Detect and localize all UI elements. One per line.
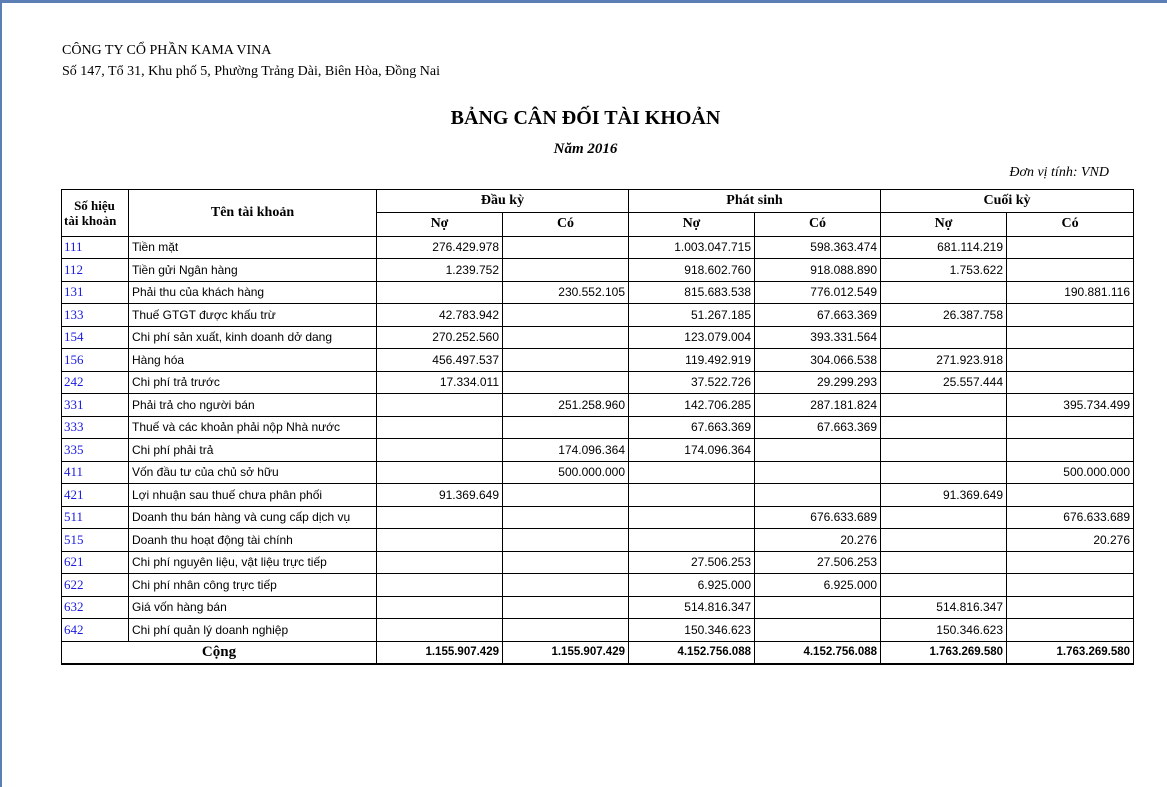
opening-debit-cell <box>377 574 503 597</box>
movement-debit-cell: 27.506.253 <box>629 551 755 574</box>
closing-credit-cell <box>1007 439 1134 462</box>
opening-credit-cell <box>503 304 629 327</box>
closing-debit-cell <box>881 506 1007 529</box>
opening-debit-cell <box>377 439 503 462</box>
company-address: Số 147, Tổ 31, Khu phố 5, Phường Trảng Dài, Biên Hòa, Đồng Nai <box>62 64 440 79</box>
account-name: Hàng hóa <box>129 349 377 372</box>
table-row <box>62 484 1134 507</box>
currency-unit: Đơn vị tính: VND <box>1009 165 1109 180</box>
closing-debit-cell <box>881 461 1007 484</box>
account-code[interactable]: 421 <box>62 484 129 507</box>
opening-credit-cell <box>503 349 629 372</box>
header-movement-credit: Có <box>755 212 881 236</box>
movement-credit-cell <box>755 619 881 642</box>
account-name: Lợi nhuận sau thuế chưa phân phối <box>129 484 377 507</box>
account-code[interactable]: 133 <box>62 304 129 327</box>
closing-credit-cell: 395.734.499 <box>1007 394 1134 417</box>
closing-debit-cell <box>881 326 1007 349</box>
account-code[interactable]: 621 <box>62 551 129 574</box>
table-row <box>62 371 1134 394</box>
closing-debit-cell <box>881 281 1007 304</box>
header-closing: Cuối kỳ <box>881 190 1134 213</box>
header-movement-debit: Nợ <box>629 212 755 236</box>
opening-debit-cell <box>377 529 503 552</box>
closing-credit-cell <box>1007 574 1134 597</box>
opening-credit-cell <box>503 574 629 597</box>
movement-credit-cell: 287.181.824 <box>755 394 881 417</box>
movement-credit-cell: 776.012.549 <box>755 281 881 304</box>
total-label: Cộng <box>62 641 377 664</box>
opening-credit-cell <box>503 596 629 619</box>
company-name: CÔNG TY CỔ PHẦN KAMA VINA <box>62 43 272 58</box>
header-closing-debit: Nợ <box>881 212 1007 236</box>
header-opening-debit: Nợ <box>377 212 503 236</box>
opening-debit-cell <box>377 619 503 642</box>
opening-debit-cell: 17.334.011 <box>377 371 503 394</box>
opening-credit-cell <box>503 484 629 507</box>
movement-debit-cell: 1.003.047.715 <box>629 236 755 259</box>
movement-credit-cell <box>755 439 881 462</box>
opening-debit-cell: 42.783.942 <box>377 304 503 327</box>
closing-debit-cell <box>881 394 1007 417</box>
table-row <box>62 551 1134 574</box>
account-name: Thuế và các khoản phải nộp Nhà nước <box>129 416 377 439</box>
opening-credit-cell: 174.096.364 <box>503 439 629 462</box>
movement-debit-cell <box>629 461 755 484</box>
account-name: Chi phí nguyên liệu, vật liệu trực tiếp <box>129 551 377 574</box>
account-name: Chi phí phải trả <box>129 439 377 462</box>
movement-credit-cell: 304.066.538 <box>755 349 881 372</box>
closing-credit-cell <box>1007 236 1134 259</box>
header-closing-credit: Có <box>1007 212 1134 236</box>
movement-debit-cell: 150.346.623 <box>629 619 755 642</box>
account-code[interactable]: 331 <box>62 394 129 417</box>
movement-credit-cell: 29.299.293 <box>755 371 881 394</box>
opening-debit-cell <box>377 394 503 417</box>
movement-debit-cell: 51.267.185 <box>629 304 755 327</box>
account-name: Chi phí trả trước <box>129 371 377 394</box>
closing-debit-cell <box>881 574 1007 597</box>
opening-credit-cell: 230.552.105 <box>503 281 629 304</box>
total-closing-credit: 1.763.269.580 <box>1007 641 1134 664</box>
trial-balance-table <box>61 189 1134 665</box>
closing-credit-cell: 20.276 <box>1007 529 1134 552</box>
closing-credit-cell <box>1007 326 1134 349</box>
table-row <box>62 236 1134 259</box>
account-name: Chi phí nhân công trực tiếp <box>129 574 377 597</box>
account-code[interactable]: 111 <box>62 236 129 259</box>
account-code[interactable]: 411 <box>62 461 129 484</box>
table-row <box>62 349 1134 372</box>
movement-debit-cell <box>629 484 755 507</box>
header-opening: Đầu kỳ <box>377 190 629 213</box>
table-row <box>62 394 1134 417</box>
closing-debit-cell: 91.369.649 <box>881 484 1007 507</box>
closing-debit-cell <box>881 439 1007 462</box>
closing-credit-cell <box>1007 371 1134 394</box>
account-code[interactable]: 131 <box>62 281 129 304</box>
opening-debit-cell: 276.429.978 <box>377 236 503 259</box>
movement-debit-cell: 119.492.919 <box>629 349 755 372</box>
movement-credit-cell: 598.363.474 <box>755 236 881 259</box>
account-name: Chi phí quản lý doanh nghiệp <box>129 619 377 642</box>
movement-credit-cell: 6.925.000 <box>755 574 881 597</box>
opening-debit-cell: 1.239.752 <box>377 259 503 282</box>
account-code[interactable]: 242 <box>62 371 129 394</box>
table-row <box>62 461 1134 484</box>
closing-debit-cell <box>881 551 1007 574</box>
opening-debit-cell <box>377 596 503 619</box>
closing-credit-cell: 500.000.000 <box>1007 461 1134 484</box>
header-code-line2: tài khoản <box>64 212 117 228</box>
account-name: Tiền gửi Ngân hàng <box>129 259 377 282</box>
opening-debit-cell: 91.369.649 <box>377 484 503 507</box>
table-row <box>62 574 1134 597</box>
account-code[interactable]: 632 <box>62 596 129 619</box>
account-code[interactable]: 333 <box>62 416 129 439</box>
table-row <box>62 416 1134 439</box>
account-name: Doanh thu bán hàng và cung cấp dịch vụ <box>129 506 377 529</box>
table-row <box>62 439 1134 462</box>
account-name: Vốn đầu tư của chủ sở hữu <box>129 461 377 484</box>
movement-debit-cell: 123.079.004 <box>629 326 755 349</box>
movement-credit-cell: 67.663.369 <box>755 416 881 439</box>
account-name: Giá vốn hàng bán <box>129 596 377 619</box>
opening-credit-cell <box>503 371 629 394</box>
movement-credit-cell <box>755 484 881 507</box>
closing-debit-cell: 514.816.347 <box>881 596 1007 619</box>
table-row <box>62 304 1134 327</box>
account-code[interactable]: 335 <box>62 439 129 462</box>
closing-credit-cell: 676.633.689 <box>1007 506 1134 529</box>
header-movement: Phát sinh <box>629 190 881 213</box>
opening-credit-cell <box>503 529 629 552</box>
table-row <box>62 529 1134 552</box>
table-row <box>62 281 1134 304</box>
movement-debit-cell: 6.925.000 <box>629 574 755 597</box>
account-code[interactable]: 642 <box>62 619 129 642</box>
report-title: BẢNG CÂN ĐỐI TÀI KHOẢN <box>450 107 721 129</box>
movement-debit-cell: 815.683.538 <box>629 281 755 304</box>
movement-credit-cell: 393.331.564 <box>755 326 881 349</box>
closing-credit-cell <box>1007 416 1134 439</box>
account-code[interactable]: 154 <box>62 326 129 349</box>
movement-debit-cell: 174.096.364 <box>629 439 755 462</box>
header-code-line1: Số hiệu <box>74 197 115 213</box>
opening-credit-cell <box>503 326 629 349</box>
account-name: Phải trả cho người bán <box>129 394 377 417</box>
table-row <box>62 506 1134 529</box>
closing-credit-cell <box>1007 259 1134 282</box>
movement-credit-cell: 676.633.689 <box>755 506 881 529</box>
closing-debit-cell: 26.387.758 <box>881 304 1007 327</box>
opening-debit-cell <box>377 281 503 304</box>
header-account-code <box>62 190 129 237</box>
table-row <box>62 619 1134 642</box>
movement-credit-cell <box>755 461 881 484</box>
movement-debit-cell: 514.816.347 <box>629 596 755 619</box>
table-row <box>62 596 1134 619</box>
closing-debit-cell: 271.923.918 <box>881 349 1007 372</box>
movement-debit-cell <box>629 506 755 529</box>
closing-credit-cell <box>1007 304 1134 327</box>
account-name: Phải thu của khách hàng <box>129 281 377 304</box>
opening-credit-cell <box>503 619 629 642</box>
account-code[interactable]: 515 <box>62 529 129 552</box>
opening-credit-cell <box>503 236 629 259</box>
closing-debit-cell: 1.753.622 <box>881 259 1007 282</box>
report-year: Năm 2016 <box>553 141 618 157</box>
opening-credit-cell: 251.258.960 <box>503 394 629 417</box>
opening-debit-cell <box>377 506 503 529</box>
opening-credit-cell <box>503 551 629 574</box>
movement-credit-cell: 20.276 <box>755 529 881 552</box>
table-row <box>62 326 1134 349</box>
header-opening-credit: Có <box>503 212 629 236</box>
opening-credit-cell <box>503 259 629 282</box>
closing-debit-cell: 681.114.219 <box>881 236 1007 259</box>
opening-credit-cell <box>503 416 629 439</box>
closing-debit-cell <box>881 416 1007 439</box>
closing-credit-cell <box>1007 596 1134 619</box>
opening-credit-cell <box>503 506 629 529</box>
movement-credit-cell: 67.663.369 <box>755 304 881 327</box>
total-opening-debit: 1.155.907.429 <box>377 641 503 664</box>
total-row <box>62 641 1134 664</box>
closing-credit-cell <box>1007 619 1134 642</box>
opening-debit-cell: 456.497.537 <box>377 349 503 372</box>
movement-debit-cell: 67.663.369 <box>629 416 755 439</box>
account-code[interactable]: 112 <box>62 259 129 282</box>
movement-debit-cell: 37.522.726 <box>629 371 755 394</box>
movement-debit-cell <box>629 529 755 552</box>
movement-credit-cell <box>755 596 881 619</box>
movement-debit-cell: 142.706.285 <box>629 394 755 417</box>
total-movement-credit: 4.152.756.088 <box>755 641 881 664</box>
opening-debit-cell: 270.252.560 <box>377 326 503 349</box>
table-row <box>62 259 1134 282</box>
closing-debit-cell <box>881 529 1007 552</box>
account-name: Doanh thu hoạt động tài chính <box>129 529 377 552</box>
closing-debit-cell: 25.557.444 <box>881 371 1007 394</box>
account-name: Tiền mặt <box>129 236 377 259</box>
opening-debit-cell <box>377 416 503 439</box>
movement-credit-cell: 918.088.890 <box>755 259 881 282</box>
opening-debit-cell <box>377 461 503 484</box>
account-name: Thuế GTGT được khấu trừ <box>129 304 377 327</box>
closing-credit-cell <box>1007 551 1134 574</box>
total-opening-credit: 1.155.907.429 <box>503 641 629 664</box>
account-code[interactable]: 511 <box>62 506 129 529</box>
opening-credit-cell: 500.000.000 <box>503 461 629 484</box>
movement-credit-cell: 27.506.253 <box>755 551 881 574</box>
opening-debit-cell <box>377 551 503 574</box>
account-name: Chi phí sản xuất, kinh doanh dở dang <box>129 326 377 349</box>
closing-credit-cell <box>1007 484 1134 507</box>
account-code[interactable]: 156 <box>62 349 129 372</box>
account-code[interactable]: 622 <box>62 574 129 597</box>
movement-debit-cell: 918.602.760 <box>629 259 755 282</box>
header-account-name: Tên tài khoản <box>129 190 377 237</box>
closing-credit-cell: 190.881.116 <box>1007 281 1134 304</box>
closing-credit-cell <box>1007 349 1134 372</box>
closing-debit-cell: 150.346.623 <box>881 619 1007 642</box>
total-closing-debit: 1.763.269.580 <box>881 641 1007 664</box>
total-movement-debit: 4.152.756.088 <box>629 641 755 664</box>
